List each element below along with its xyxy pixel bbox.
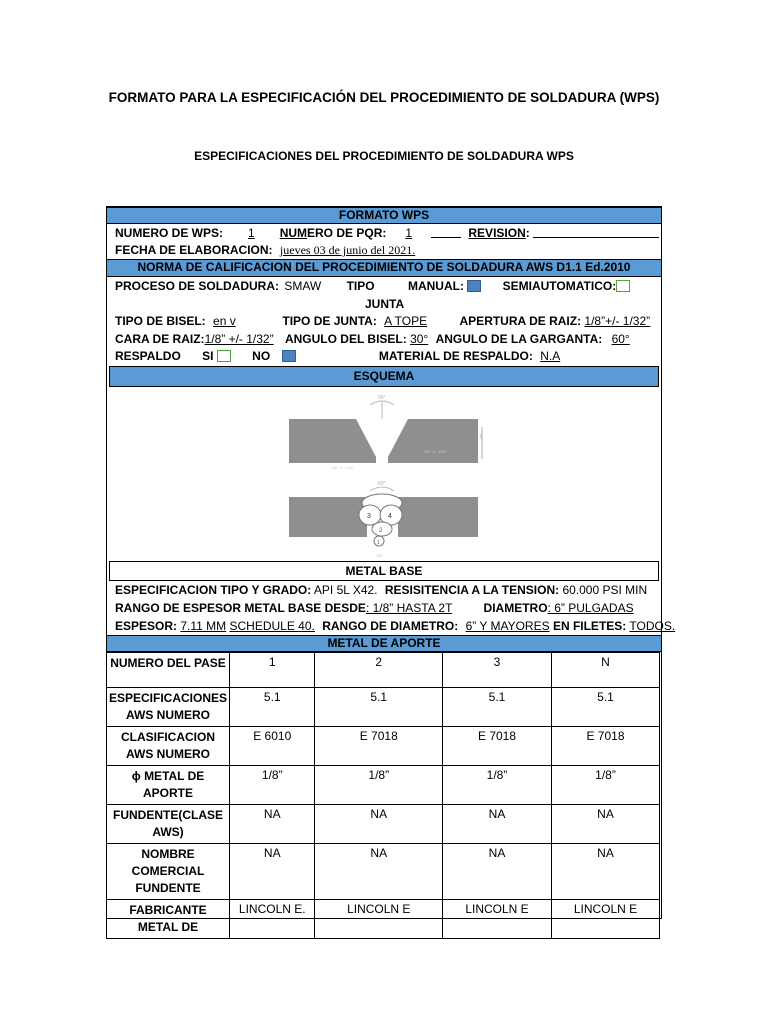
metal-aporte-header: METAL DE APORTE bbox=[107, 635, 661, 652]
document-subtitle: ESPECIFICACIONES DEL PROCEDIMIENTO DE SOLDADURA WPS bbox=[194, 149, 574, 163]
table-cell[interactable]: 2 bbox=[315, 653, 443, 688]
rango-diametro-label: RANGO DE DIAMETRO: bbox=[322, 619, 459, 633]
table-cell[interactable]: NA bbox=[443, 805, 552, 844]
root-label: 1/8" +/- 1/32" bbox=[331, 465, 355, 470]
espesor-label: ESPESOR: bbox=[115, 619, 178, 633]
row-label: CLASIFICACION AWS NUMERO bbox=[107, 727, 230, 766]
pass-3-label: 3 bbox=[367, 513, 371, 520]
semiautomatico-checkbox[interactable] bbox=[616, 280, 630, 292]
especificacion-value[interactable]: API 5L X42. bbox=[313, 583, 378, 597]
esquema-header: ESQUEMA bbox=[109, 366, 659, 387]
table-cell[interactable]: NA bbox=[230, 805, 315, 844]
table-cell[interactable]: 1 bbox=[230, 653, 315, 688]
row-label: FUNDENTE(CLASE AWS) bbox=[107, 805, 230, 844]
pass-4-label: 4 bbox=[388, 513, 392, 520]
table-row bbox=[107, 844, 660, 900]
bisel-row bbox=[115, 313, 650, 329]
angulo-bisel-label: ANGULO DEL BISEL: bbox=[284, 332, 407, 346]
especificacion-row bbox=[115, 582, 647, 598]
bottom-left-plate bbox=[289, 497, 367, 537]
thickness-label: T bbox=[479, 435, 483, 441]
face-label: 1/8" +/- 1/32" bbox=[424, 449, 448, 454]
table-cell[interactable]: 5.1 bbox=[443, 688, 552, 727]
espesor-row bbox=[115, 618, 675, 634]
pqr-label: ERO DE PQR: bbox=[307, 226, 387, 240]
table-cell[interactable]: 5.1 bbox=[551, 688, 659, 727]
table-cell[interactable]: E 7018 bbox=[443, 727, 552, 766]
cara-label: CARA DE RAIZ: bbox=[115, 332, 205, 346]
table-cell[interactable]: 1/8” bbox=[551, 766, 659, 805]
table-cell[interactable]: E 6010 bbox=[230, 727, 315, 766]
angulo-garganta-value[interactable]: 60° bbox=[611, 332, 630, 346]
junta-label: JUNTA bbox=[365, 297, 405, 311]
respaldo-no-checkbox[interactable] bbox=[282, 350, 296, 362]
proceso-label: PROCESO DE SOLDADURA: bbox=[115, 279, 280, 293]
metal-base-header: METAL BASE bbox=[109, 561, 659, 581]
revision-colon: : bbox=[525, 226, 530, 240]
cara-value[interactable]: 1/8” +/- 1/32” bbox=[204, 332, 274, 346]
espesor-value[interactable]: 7.11 MM bbox=[180, 619, 227, 633]
pqr-blank bbox=[431, 225, 461, 238]
top-angle-label: 60° bbox=[378, 395, 386, 401]
tension-label: RESISITENCIA A LA TENSION: bbox=[384, 583, 560, 597]
apertura-label: APERTURA DE RAIZ: bbox=[459, 314, 582, 328]
respaldo-row bbox=[115, 348, 656, 364]
table-cell[interactable]: E 7018 bbox=[315, 727, 443, 766]
wps-number-label: NUMERO DE WPS: bbox=[115, 226, 223, 240]
table-cell[interactable]: NA bbox=[230, 844, 315, 900]
angulo-bisel-value[interactable]: 30° bbox=[410, 332, 429, 346]
table-cell[interactable]: LINCOLN E. bbox=[230, 900, 315, 939]
pass-2-label: 2 bbox=[379, 528, 383, 534]
semiautomatico-label: SEMIAUTOMATICO: bbox=[502, 279, 617, 293]
rango-espesor-label: RANGO DE ESPESOR METAL BASE DESDE bbox=[115, 601, 366, 615]
filetes-value[interactable]: TODOS. bbox=[629, 619, 676, 633]
table-cell[interactable]: 3 bbox=[443, 653, 552, 688]
revision-label: REVISION bbox=[468, 226, 526, 240]
table-cell[interactable]: NA bbox=[315, 805, 443, 844]
material-respaldo-label: MATERIAL DE RESPALDO: bbox=[378, 349, 533, 363]
metal-aporte-table bbox=[106, 652, 660, 939]
bottom-angle-label: 60° bbox=[378, 481, 386, 487]
bisel-label: TIPO DE BISEL: bbox=[115, 314, 206, 328]
table-row bbox=[107, 688, 660, 727]
table-cell[interactable]: 1/8” bbox=[230, 766, 315, 805]
row-label: ϕ METAL DE APORTE bbox=[107, 766, 230, 805]
formato-wps-header: FORMATO WPS bbox=[107, 207, 661, 224]
proceso-value[interactable]: SMAW bbox=[284, 279, 322, 293]
wps-form bbox=[106, 206, 676, 934]
angulo-garganta-label: ANGULO DE LA GARGANTA: bbox=[435, 332, 603, 346]
manual-checkbox[interactable] bbox=[467, 280, 481, 292]
fecha-row bbox=[115, 242, 415, 258]
diametro-value[interactable]: : 6” PULGADAS bbox=[547, 601, 634, 615]
pqr-label-underlined: NUM bbox=[279, 226, 308, 240]
table-cell[interactable]: NA bbox=[315, 844, 443, 900]
rango-espesor-row bbox=[115, 600, 634, 616]
rango-espesor-value[interactable]: : 1/8” HASTA 2T bbox=[365, 601, 453, 615]
row-label: ESPECIFICACIONES AWS NUMERO bbox=[107, 688, 230, 727]
rango-diametro-value[interactable]: 6” Y MAYORES bbox=[465, 619, 550, 633]
filetes-label: EN FILETES: bbox=[552, 619, 627, 633]
schedule-value[interactable]: SCHEDULE 40. bbox=[229, 619, 315, 633]
wps-number-value[interactable]: 1 bbox=[248, 226, 255, 240]
apertura-value[interactable]: 1/8”+/- 1/32” bbox=[584, 314, 651, 328]
table-row bbox=[107, 727, 660, 766]
wps-number-row bbox=[115, 225, 659, 241]
tipo-junta-value[interactable]: A TOPE bbox=[384, 314, 428, 328]
row-label: NOMBRE COMERCIAL FUNDENTE bbox=[107, 844, 230, 900]
table-cell[interactable]: NA bbox=[551, 844, 659, 900]
material-respaldo-value[interactable]: N.A bbox=[540, 349, 561, 363]
bottom-right-plate bbox=[398, 497, 478, 537]
fecha-value[interactable]: jueves 03 de junio del 2021. bbox=[279, 243, 416, 257]
document-title: FORMATO PARA LA ESPECIFICACIÓN DEL PROCEDIMIENTO DE SOLDADURA (WPS) bbox=[108, 90, 660, 105]
table-cell[interactable]: NA bbox=[551, 805, 659, 844]
table-cell[interactable]: N bbox=[551, 653, 659, 688]
bottom-angle-arc bbox=[370, 487, 394, 491]
manual-label: MANUAL: bbox=[407, 279, 464, 293]
norma-header: NORMA DE CALIFICACION DEL PROCEDIMIENTO DE SOLDADURA AWS D1.1 Ed.2010 bbox=[107, 259, 661, 277]
table-row bbox=[107, 805, 660, 844]
tipo-label: TIPO bbox=[346, 279, 375, 293]
table-cell[interactable]: 5.1 bbox=[230, 688, 315, 727]
cara-row bbox=[115, 331, 652, 347]
proceso-row bbox=[115, 278, 630, 294]
respaldo-no-label: NO bbox=[252, 349, 271, 363]
table-cell[interactable]: LINCOLN E bbox=[551, 900, 659, 939]
fecha-label: FECHA DE ELABORACION: bbox=[115, 243, 273, 257]
row-label: NUMERO DEL PASE bbox=[107, 653, 230, 688]
respaldo-si-label: SI bbox=[202, 349, 214, 363]
bisel-value[interactable]: en v bbox=[213, 314, 236, 328]
table-row bbox=[107, 766, 660, 805]
respaldo-si-checkbox[interactable] bbox=[217, 350, 231, 362]
revision-field[interactable] bbox=[533, 225, 659, 238]
table-cell[interactable]: 5.1 bbox=[315, 688, 443, 727]
diametro-label: DIAMETRO bbox=[483, 601, 548, 615]
tension-value[interactable]: 60.000 PSI MIN bbox=[562, 583, 648, 597]
table-row bbox=[107, 900, 660, 939]
table-row bbox=[107, 653, 660, 688]
esquema-diagram bbox=[108, 387, 660, 561]
table-cell[interactable]: LINCOLN E bbox=[315, 900, 443, 939]
pqr-value[interactable]: 1 bbox=[405, 226, 413, 240]
respaldo-label: RESPALDO bbox=[115, 349, 181, 363]
table-cell[interactable]: 1/8” bbox=[443, 766, 552, 805]
joint-sketch bbox=[108, 387, 660, 561]
table-cell[interactable]: E 7018 bbox=[551, 727, 659, 766]
table-cell[interactable]: NA bbox=[443, 844, 552, 900]
table-cell[interactable]: LINCOLN E bbox=[443, 900, 552, 939]
pass-1-label: 1 bbox=[377, 540, 380, 546]
row-label: FABRICANTE METAL DE bbox=[107, 900, 230, 939]
top-left-plate bbox=[289, 419, 376, 463]
table-cell[interactable]: 1/8” bbox=[315, 766, 443, 805]
gap-label: 1/8" bbox=[376, 553, 383, 558]
especificacion-label: ESPECIFICACION TIPO Y GRADO: bbox=[115, 583, 312, 597]
tipo-junta-label: TIPO DE JUNTA: bbox=[282, 314, 377, 328]
top-right-plate bbox=[388, 419, 478, 463]
